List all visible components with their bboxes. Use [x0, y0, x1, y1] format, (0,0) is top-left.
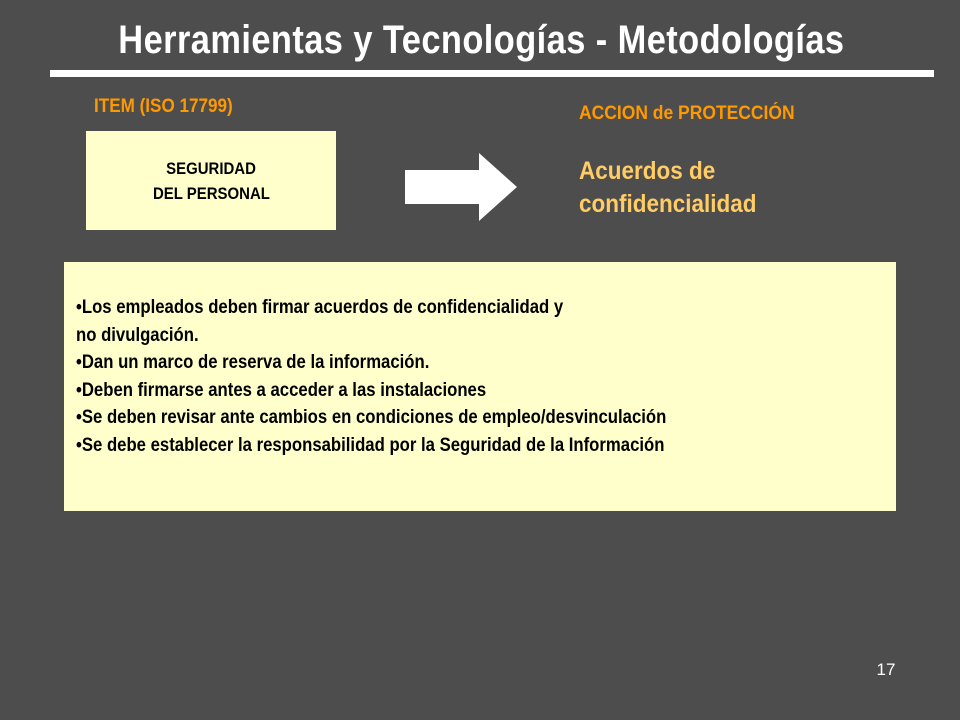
bullet-text: •Se deben revisar ante cambios en condiciones de empleo/desvinculación: [76, 407, 667, 429]
action-heading: ACCION de PROTECCIÓN: [579, 103, 795, 124]
bullet-text: •Deben firmarse antes a acceder a las instalaciones: [76, 379, 487, 401]
protection-action-line2: confidencialidad: [579, 190, 757, 218]
page-number: 17: [876, 660, 896, 679]
protection-action: [579, 155, 757, 221]
item-heading: ITEM (ISO 17799): [94, 96, 233, 117]
security-item-line1: SEGURIDAD: [166, 158, 256, 178]
bullet-item: [76, 404, 886, 432]
security-item-line2: DEL PERSONAL: [152, 183, 270, 203]
bullet-item: [76, 294, 886, 349]
security-item-box: [86, 131, 336, 230]
bullet-item: [76, 377, 886, 405]
bullet-text: •Se debe establecer la responsabilidad por la Seguridad de la Información: [76, 434, 665, 456]
right-arrow-icon: [405, 153, 517, 221]
bullet-text: •Los empleados deben firmar acuerdos de confidencialidad y: [76, 297, 564, 318]
title-underline: [50, 70, 934, 77]
details-bullet-list: [76, 294, 886, 460]
bullet-item: [76, 432, 886, 460]
slide-title: Herramientas y Tecnologías - Metodologías: [118, 18, 845, 62]
details-box: [64, 262, 896, 511]
bullet-item: [76, 349, 886, 377]
bullet-text: •Dan un marco de reserva de la información.: [76, 352, 430, 374]
protection-action-line1: Acuerdos de: [579, 157, 716, 185]
bullet-text-continuation: no divulgación.: [76, 324, 199, 346]
